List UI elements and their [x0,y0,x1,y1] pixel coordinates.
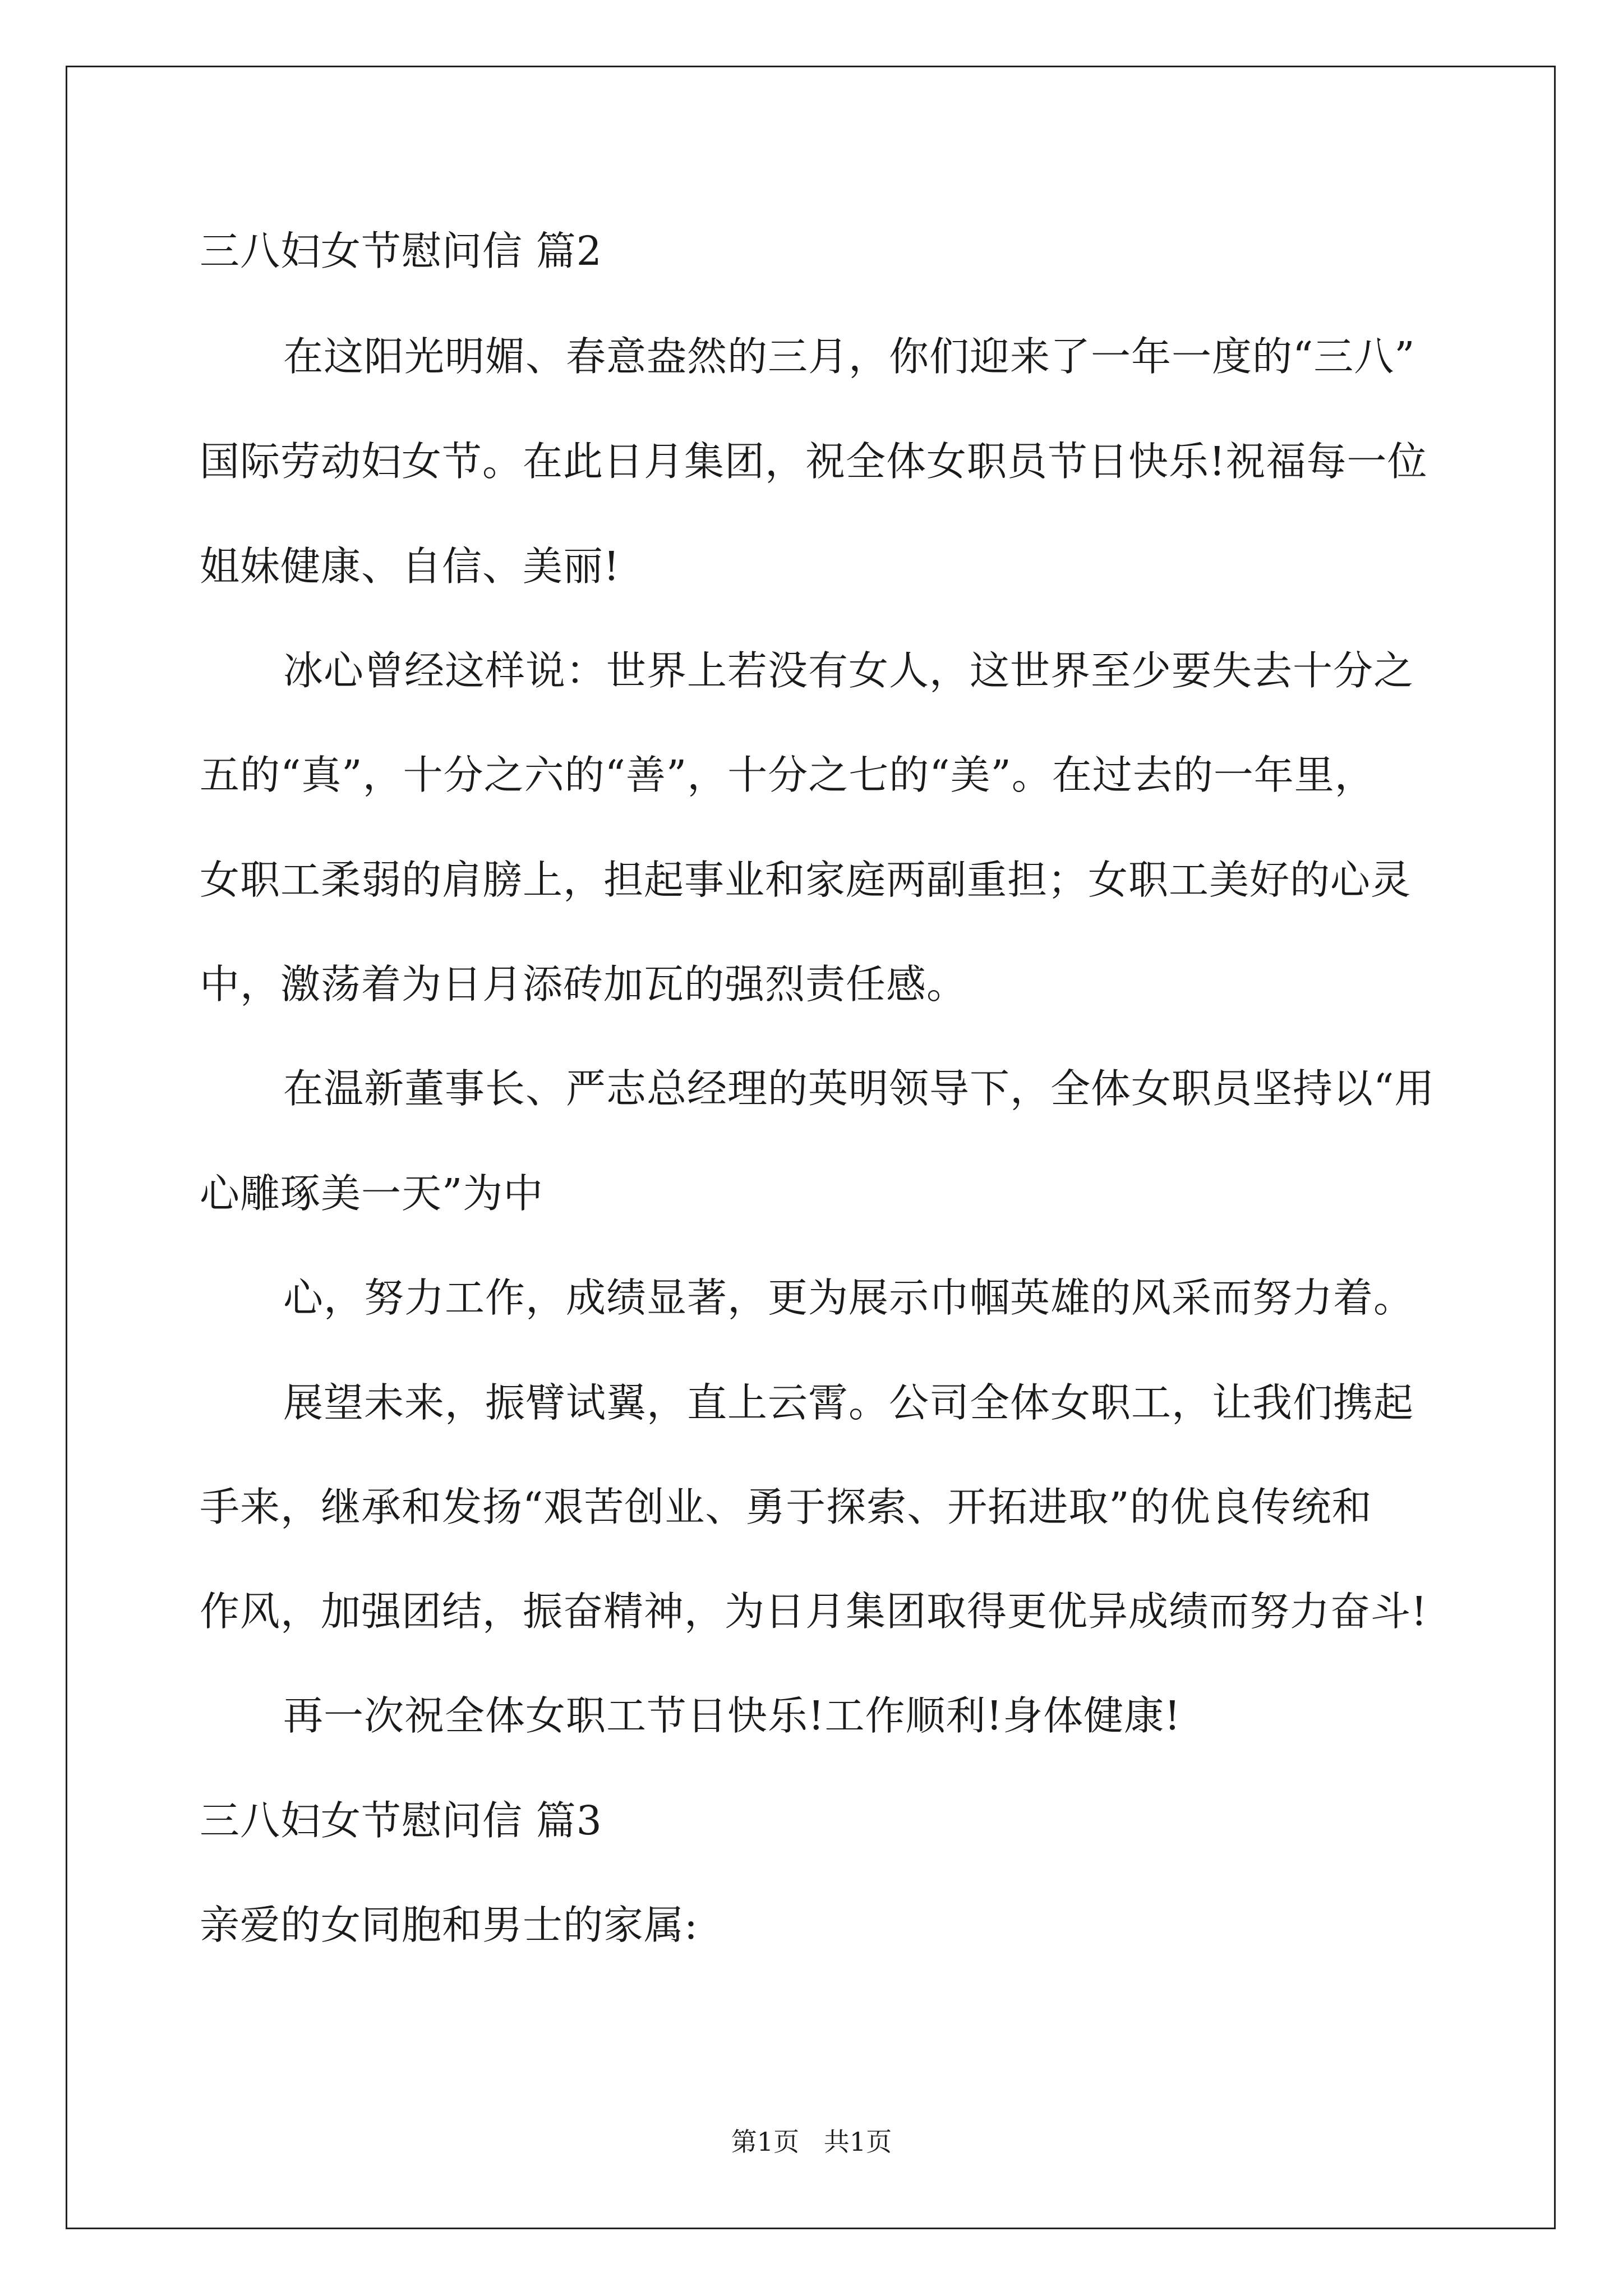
paragraph-line: 中，激荡着为日月添砖加瓦的强烈责任感。 [200,961,967,1007]
paragraph-line: 作风，加强团结，振奋精神，为日月集团取得更优异成绩而努力奋斗! [200,1588,1428,1635]
page-footer: 第1页 共1页 [731,2127,892,2157]
paragraph-line: 姐妹健康、自信、美丽! [200,543,620,590]
paragraph-line: 再一次祝全体女职工节日快乐!工作顺利!身体健康! [283,1692,1181,1739]
paragraph-line: 手来，继承和发扬“艰苦创业、勇于探索、开拓进取”的优良传统和 [200,1484,1372,1530]
paragraph-line: 心雕琢美一天”为中 [200,1170,544,1217]
salutation-line: 亲爱的女同胞和男士的家属: [200,1902,698,1948]
paragraph-line: 冰心曾经这样说：世界上若没有女人，这世界至少要失去十分之 [283,647,1414,694]
paragraph-line: 在温新董事长、严志总经理的英明领导下，全体女职员坚持以“用 [283,1065,1435,1112]
paragraph-line: 展望未来，振臂试翼，直上云霄。公司全体女职工，让我们携起 [283,1379,1414,1426]
paragraph-line: 在这阳光明媚、春意盎然的三月，你们迎来了一年一度的“三八” [283,333,1415,380]
paragraph-line: 心，努力工作，成绩显著，更为展示巾帼英雄的风采而努力着。 [283,1274,1414,1321]
section-heading-3: 三八妇女节慰问信 篇3 [200,1797,602,1844]
section-heading-2: 三八妇女节慰问信 篇2 [200,228,602,274]
paragraph-line: 五的“真”，十分之六的“善”，十分之七的“美”。在过去的一年里， [200,752,1375,798]
paragraph-line: 女职工柔弱的肩膀上，担起事业和家庭两副重担；女职工美好的心灵 [200,857,1412,903]
paragraph-line: 国际劳动妇女节。在此日月集团，祝全体女职员节日快乐!祝福每一位 [200,438,1428,485]
